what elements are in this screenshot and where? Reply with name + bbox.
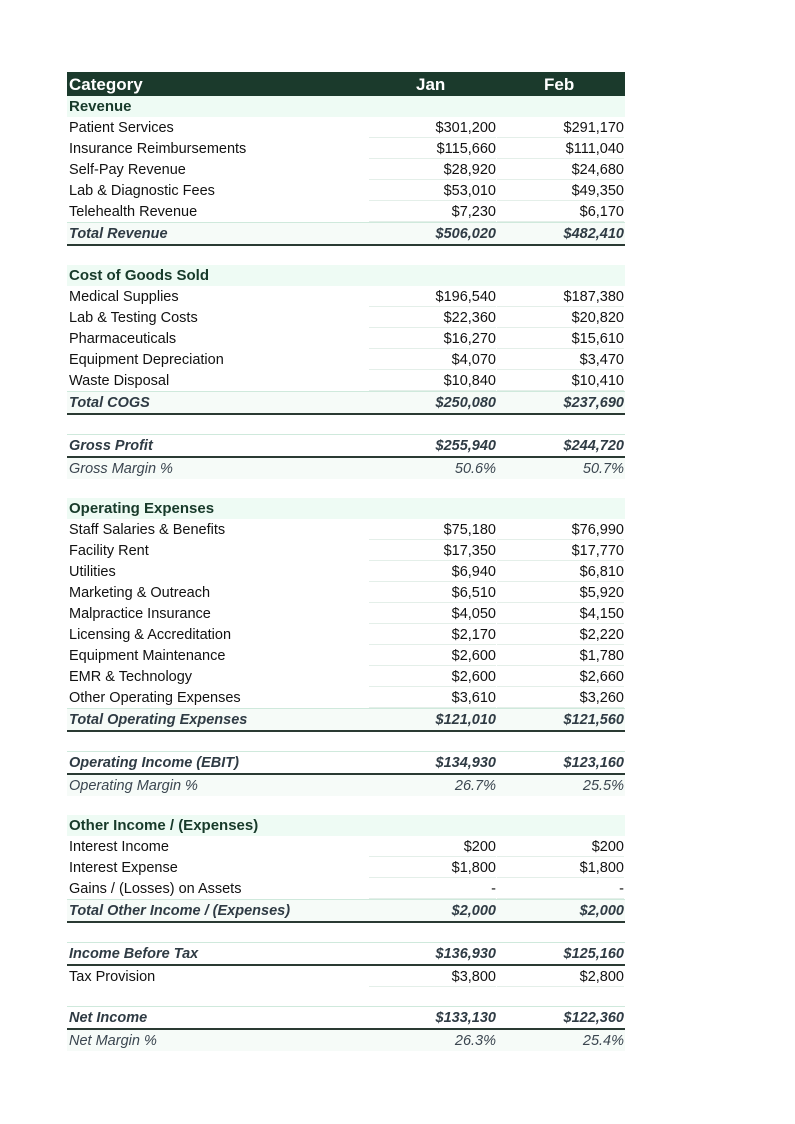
jan-value: $7,230 [369,204,496,222]
row-label: Licensing & Accreditation [69,627,232,643]
income-before-tax-row [67,942,625,966]
section-title: Cost of Goods Sold [69,267,209,284]
feb-value: - [497,881,624,899]
jan-value: $121,010 [435,712,496,728]
section-revenue [67,96,625,117]
feb-value: $15,610 [497,331,624,349]
row-label: Equipment Maintenance [69,648,226,664]
net-margin-row [67,1030,625,1051]
row-label: EMR & Technology [69,669,193,685]
feb-value: $5,920 [497,585,624,603]
jan-value: $301,200 [369,120,496,138]
jan-value: $200 [369,839,496,857]
header-jan: Jan [416,75,446,94]
jan-value: $6,940 [369,564,496,582]
row-label: Total Revenue [69,226,168,242]
table-row [67,519,625,540]
total-cogs-row [67,391,625,415]
net-income-row [67,1006,625,1030]
section-title: Other Income / (Expenses) [69,817,259,834]
section-cogs [67,265,625,286]
row-label: Interest Income [69,839,169,855]
jan-value: $28,920 [369,162,496,180]
table-row [67,307,625,328]
feb-value: $10,410 [497,373,624,391]
section-opex [67,498,625,519]
feb-value: $24,680 [497,162,624,180]
spacer [67,479,625,498]
table-row [67,349,625,370]
feb-value: $20,820 [497,310,624,328]
row-label: Patient Services [69,120,174,136]
feb-value: $4,150 [497,606,624,624]
jan-value: 50.6% [454,461,496,477]
jan-value: $136,930 [435,946,496,962]
row-label: Tax Provision [69,969,156,985]
table-row [67,645,625,666]
jan-value: $115,660 [369,141,496,159]
feb-value: $2,800 [497,969,624,987]
table-row [67,878,625,899]
feb-value: $76,990 [497,522,624,540]
ebit-row [67,751,625,775]
row-label: Income Before Tax [69,946,199,962]
jan-value: $133,130 [435,1010,496,1026]
header-row [67,72,625,96]
row-label: Facility Rent [69,543,149,559]
jan-value: $2,600 [369,669,496,687]
jan-value: $16,270 [369,331,496,349]
feb-value: $123,160 [563,755,624,771]
feb-value: $3,260 [497,690,624,708]
jan-value: $3,610 [369,690,496,708]
feb-value: $237,690 [563,395,624,411]
table-row [67,561,625,582]
feb-value: $2,000 [579,903,624,919]
feb-value: $200 [497,839,624,857]
header-category: Category [69,75,143,94]
feb-value: 25.5% [582,778,624,794]
feb-value: $6,810 [497,564,624,582]
table-row [67,180,625,201]
jan-value: 26.7% [454,778,496,794]
spacer [67,796,625,815]
row-label: Gross Margin % [69,461,173,477]
jan-value: $2,000 [451,903,496,919]
gross-margin-row [67,458,625,479]
feb-value: $121,560 [563,712,624,728]
table-row [67,624,625,645]
table-row [67,286,625,307]
spacer [67,987,625,1006]
spacer [67,923,625,942]
row-label: Pharmaceuticals [69,331,177,347]
row-label: Operating Margin % [69,778,198,794]
jan-value: $2,600 [369,648,496,666]
jan-value: $10,840 [369,373,496,391]
row-label: Interest Expense [69,860,178,876]
row-label: Gross Profit [69,438,153,454]
table-row [67,328,625,349]
row-label: Equipment Depreciation [69,352,224,368]
total-other-income-row [67,899,625,923]
jan-value: $22,360 [369,310,496,328]
table-row [67,836,625,857]
total-opex-row [67,708,625,732]
feb-value: $244,720 [563,438,624,454]
total-revenue-row [67,222,625,246]
jan-value: $1,800 [369,860,496,878]
row-label: Other Operating Expenses [69,690,241,706]
row-label: Utilities [69,564,116,580]
row-label: Operating Income (EBIT) [69,755,239,771]
table-row [67,117,625,138]
row-label: Malpractice Insurance [69,606,211,622]
feb-value: 50.7% [582,461,624,477]
feb-value: $1,780 [497,648,624,666]
table-row [67,159,625,180]
row-label: Net Income [69,1010,148,1026]
feb-value: 25.4% [582,1033,624,1049]
tax-provision-row [67,966,625,987]
jan-value: $53,010 [369,183,496,201]
feb-value: $122,360 [563,1010,624,1026]
row-label: Marketing & Outreach [69,585,211,601]
header-feb: Feb [544,75,575,94]
spacer [67,415,625,434]
spacer [67,732,625,751]
row-label: Gains / (Losses) on Assets [69,881,242,897]
feb-value: $291,170 [497,120,624,138]
jan-value: 26.3% [454,1033,496,1049]
jan-value: $4,070 [369,352,496,370]
row-label: Total Operating Expenses [69,712,248,728]
row-label: Total COGS [69,395,150,411]
row-label: Total Other Income / (Expenses) [69,903,291,919]
row-label: Self-Pay Revenue [69,162,186,178]
row-label: Insurance Reimbursements [69,141,247,157]
income-statement-table [67,72,625,1051]
section-title: Revenue [69,98,132,115]
feb-value: $17,770 [497,543,624,561]
jan-value: $250,080 [435,395,496,411]
row-label: Staff Salaries & Benefits [69,522,226,538]
operating-margin-row [67,775,625,796]
feb-value: $2,220 [497,627,624,645]
table-row [67,603,625,624]
feb-value: $1,800 [497,860,624,878]
jan-value: $75,180 [369,522,496,540]
spacer [67,246,625,265]
feb-value: $2,660 [497,669,624,687]
jan-value: $196,540 [369,289,496,307]
row-label: Net Margin % [69,1033,157,1049]
feb-value: $125,160 [563,946,624,962]
row-label: Telehealth Revenue [69,204,198,220]
section-title: Operating Expenses [69,500,215,517]
jan-value: $17,350 [369,543,496,561]
jan-value: - [369,881,496,899]
table-row [67,857,625,878]
table-row [67,687,625,708]
feb-value: $3,470 [497,352,624,370]
feb-value: $111,040 [497,141,624,159]
section-other-income [67,815,625,836]
table-row [67,582,625,603]
jan-value: $255,940 [435,438,496,454]
row-label: Medical Supplies [69,289,179,305]
feb-value: $187,380 [497,289,624,307]
table-row [67,370,625,391]
row-label: Lab & Diagnostic Fees [69,183,215,199]
jan-value: $6,510 [369,585,496,603]
feb-value: $6,170 [497,204,624,222]
table-row [67,201,625,222]
table-row [67,540,625,561]
table-row [67,666,625,687]
gross-profit-row [67,434,625,458]
jan-value: $134,930 [435,755,496,771]
feb-value: $482,410 [563,226,624,242]
row-label: Lab & Testing Costs [69,310,198,326]
jan-value: $3,800 [369,969,496,987]
table-row [67,138,625,159]
jan-value: $506,020 [435,226,496,242]
feb-value: $49,350 [497,183,624,201]
jan-value: $2,170 [369,627,496,645]
row-label: Waste Disposal [69,373,170,389]
jan-value: $4,050 [369,606,496,624]
